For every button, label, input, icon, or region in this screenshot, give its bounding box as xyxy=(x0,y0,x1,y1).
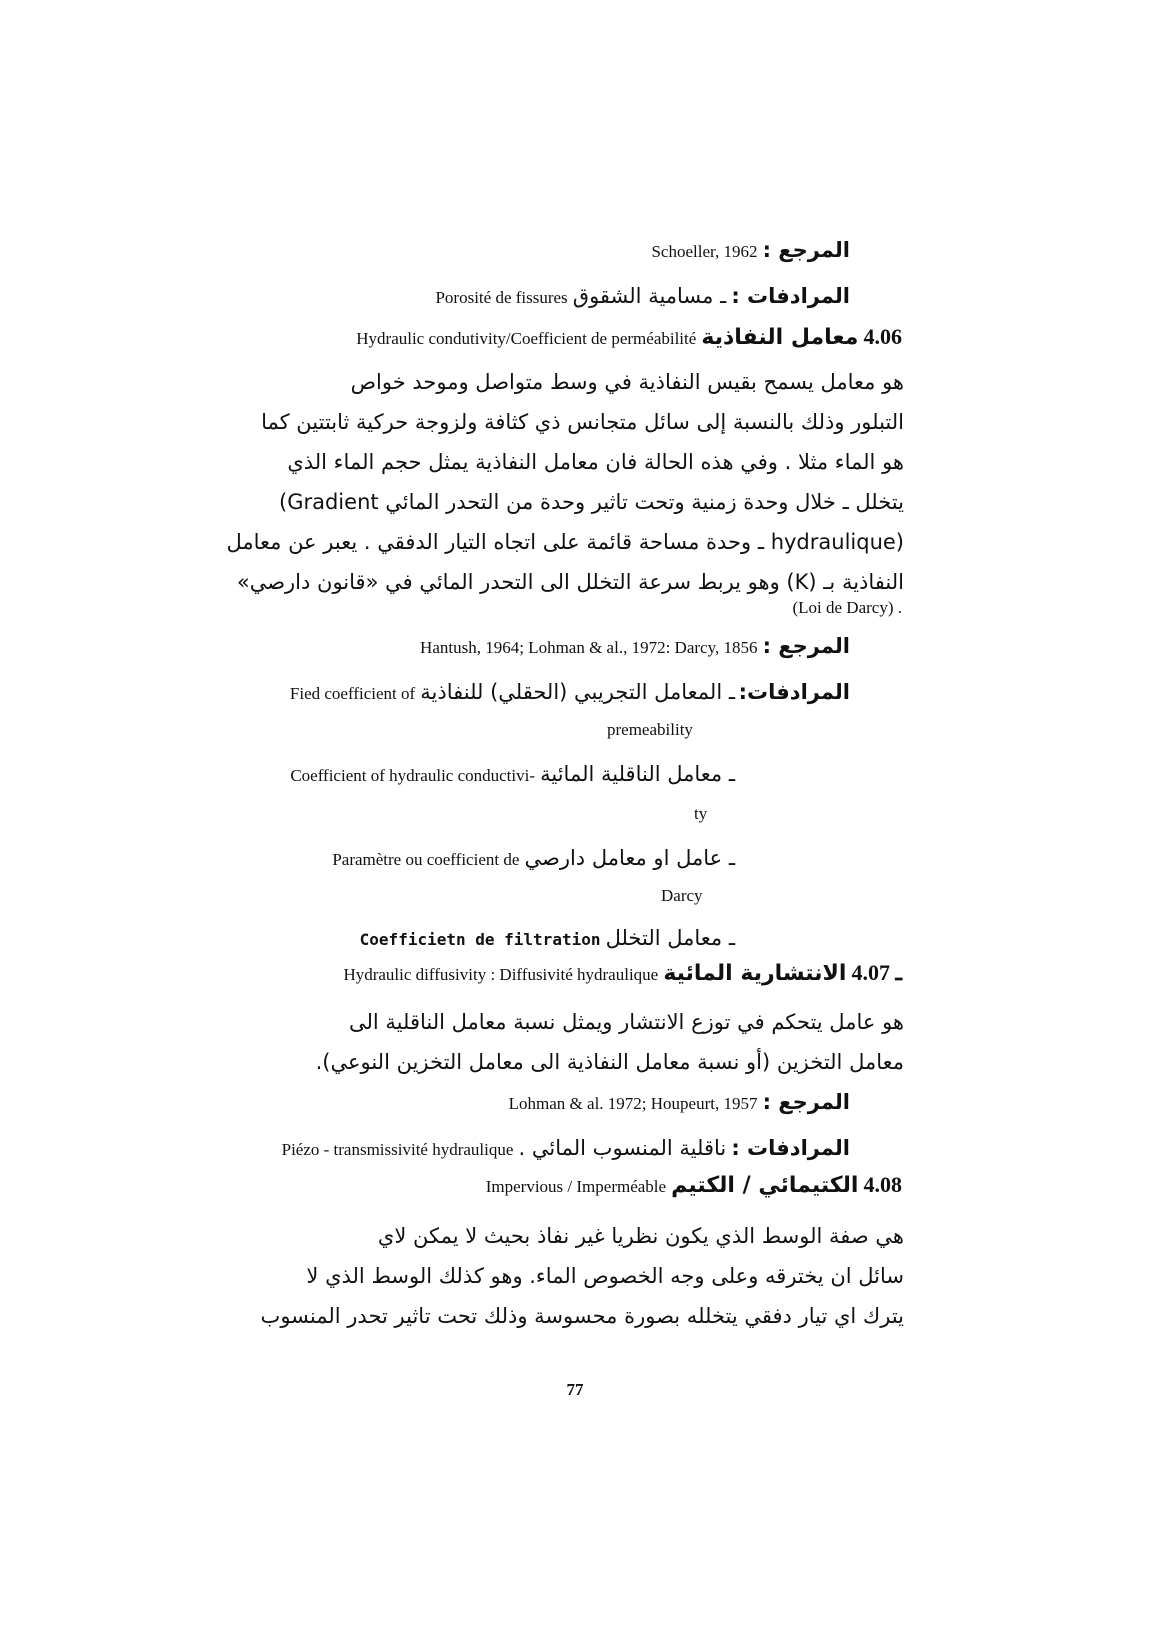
page-number: 77 xyxy=(566,1380,584,1399)
syn-item-4 xyxy=(360,926,735,950)
syn-latin: Coefficient of hydraulic conductivi- xyxy=(290,766,536,785)
entry-heading-4-07 xyxy=(343,960,902,986)
syn-latin: Piézo - transmissivité hydraulique xyxy=(281,1140,514,1159)
paragraph-line: التبلور وذلك بالنسبة إلى سائل متجانس ذي كثافة ولزوجة حركية ثابتتين كما xyxy=(261,410,904,434)
entry-number: 4.07 ـ xyxy=(851,960,902,985)
syn-arabic: ـ معامل الناقلية المائية xyxy=(540,762,735,786)
syn-arabic: ناقلية المنسوب المائي . xyxy=(518,1136,727,1160)
syn-latin: Porosité de fissures xyxy=(435,288,568,307)
entry-heading-4-08 xyxy=(486,1172,902,1198)
entry-paragraph-4-06 xyxy=(226,362,904,602)
paragraph-line: هو عامل يتحكم في توزع الانتشار ويمثل نسبة معامل الناقلية الى xyxy=(348,1010,904,1034)
entry-title-latin: Hydraulic condutivity/Coefficient de perméabilité xyxy=(356,329,697,348)
paragraph-line: (hydraulique ـ وحدة مساحة قائمة على اتجاه التيار الدفقي . يعبر عن معامل xyxy=(226,530,904,554)
entry-number: 4.06 xyxy=(863,324,902,349)
ref-line-4-07 xyxy=(509,1090,850,1114)
syn-continuation: premeability xyxy=(607,720,693,739)
syn-item-1 xyxy=(290,680,735,704)
paragraph-line: يترك اي تيار دفقي يتخلله بصورة محسوسة وذلك تحت تاثير تحدر المنسوب xyxy=(260,1304,904,1328)
ref-text: Lohman & al. 1972; Houpeurt, 1957 xyxy=(508,1094,758,1113)
syn-latin: Coefficietn de filtration xyxy=(359,930,601,949)
ref-text: Schoeller, 1962 xyxy=(651,242,758,261)
syn-latin: Fied coefficient of xyxy=(289,684,416,703)
ref-label: المرجع : xyxy=(762,238,850,262)
ref-label: المرجع : xyxy=(762,634,850,658)
paragraph-line: سائل ان يخترقه وعلى وجه الخصوص الماء. وهو كذلك الوسط الذي لا xyxy=(306,1264,904,1288)
paragraph-line: النفاذية بـ (K) وهو يربط سرعة التخلل الى التحدر المائي في «قانون دارصي» xyxy=(236,570,904,594)
syn-item-2 xyxy=(290,762,735,786)
syn-continuation: ty xyxy=(694,804,708,823)
syn-arabic: ـ معامل التخلل xyxy=(605,926,735,950)
entry-title-arabic: الكتيمائي / الكتيم xyxy=(671,1173,859,1198)
syn-arabic: ـ المعامل التجريبي (الحقلي) للنفاذية xyxy=(420,680,735,704)
paragraph-last-line: . (Loi de Darcy) xyxy=(792,598,902,617)
ref-label: المرجع : xyxy=(762,1090,850,1114)
entry-title-latin: Impervious / Imperméable xyxy=(485,1177,667,1196)
paragraph-line: يتخلل ـ خلال وحدة زمنية وتحت تاثير وحدة من التحدر المائي Gradient) xyxy=(279,490,904,514)
syn-line-1 xyxy=(435,284,850,308)
entry-title-arabic: معامل النفاذية xyxy=(701,325,859,350)
paragraph-line: هو الماء مثلا . وفي هذه الحالة فان معامل النفاذية يمثل حجم الماء الذي xyxy=(287,450,904,474)
entry-paragraph-4-08 xyxy=(248,1216,904,1336)
paragraph-line: معامل التخزين (أو نسبة معامل النفاذية الى معامل التخزين النوعي). xyxy=(315,1050,904,1074)
syn-line-4-07 xyxy=(282,1136,850,1160)
syn-label: المرادفات : xyxy=(731,284,850,308)
syn-item-3 xyxy=(332,846,735,870)
paragraph-line: هي صفة الوسط الذي يكون نظريا غير نفاذ بحيث لا يمكن لاي xyxy=(377,1224,904,1248)
syn-label-4-06: المرادفات: xyxy=(738,680,850,704)
syn-arabic: ـ عامل او معامل دارصي xyxy=(524,846,735,870)
ref-line-1 xyxy=(651,238,850,262)
syn-continuation: Darcy xyxy=(661,886,703,905)
paragraph-line: هو معامل يسمح بقيس النفاذية في وسط متواصل وموحد خواص xyxy=(350,370,904,394)
entry-title-latin: Hydraulic diffusivity : Diffusivité hydraulique xyxy=(343,965,659,984)
entry-number: 4.08 xyxy=(863,1172,902,1197)
ref-line-4-06 xyxy=(420,634,850,658)
entry-heading-4-06 xyxy=(356,324,902,350)
syn-latin: Paramètre ou coefficient de xyxy=(332,850,520,869)
syn-arabic: ـ مسامية الشقوق xyxy=(572,284,727,308)
entry-title-arabic: الانتشارية المائية xyxy=(663,961,847,986)
ref-text: Hantush, 1964; Lohman & al., 1972: Darcy, 1856 xyxy=(420,638,758,657)
entry-paragraph-4-07 xyxy=(248,1002,904,1082)
syn-label: المرادفات : xyxy=(731,1136,850,1160)
